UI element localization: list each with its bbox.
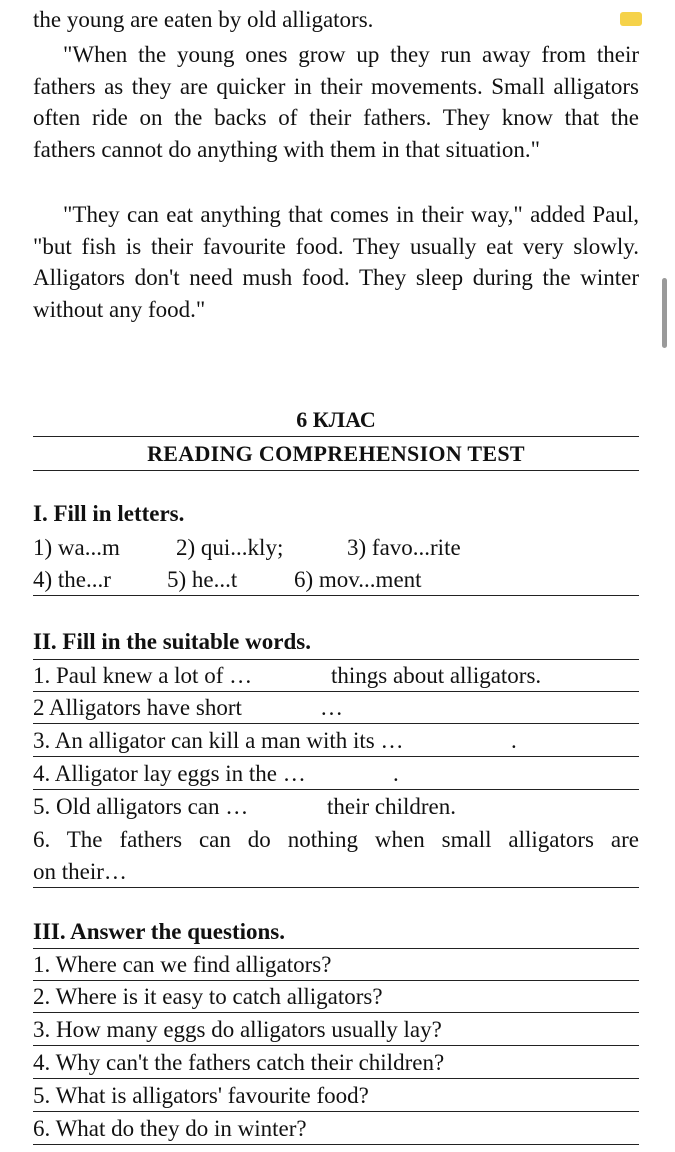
sentence-2-end: … [320, 695, 343, 720]
question-5: 5. What is alligators' favourite food? [33, 1080, 639, 1112]
story-paragraph-1: "When the young ones grow up they run away from their fathers as they are quicker in their movements. Small alligators often ride on the backs of their fathers. They know that the fathers cannot do anything with them in that situation." [33, 42, 639, 162]
sentence-row-1 [33, 659, 639, 692]
section-3-title: III. Answer the questions. [33, 919, 285, 944]
class-label: 6 КЛАС [296, 407, 376, 432]
story-top-line: the young are eaten by old alligators. [33, 7, 374, 32]
test-title: READING COMPREHENSION TEST [33, 436, 639, 471]
question-2: 2. Where is it easy to catch alligators? [33, 981, 639, 1013]
section-1-row-1 [33, 532, 639, 563]
sentence-5-end: their children. [327, 794, 457, 819]
story-paragraph-2: "They can eat anything that comes in their way," added Paul, "but fish is their favourite food. They usually eat very slowly. Alligators don't need mush food. They sleep during the winter without any food." [33, 202, 639, 322]
fill-item-2: 2) qui...kly; [176, 535, 284, 560]
sentence-row-6-line-1: 6. The fathers can do nothing when small alligators are [33, 827, 639, 852]
section-1-row-2 [33, 564, 639, 596]
section-2-title: II. Fill in the suitable words. [33, 629, 311, 654]
sentence-1-end: things about alligators. [331, 663, 542, 688]
question-6: 6. What do they do in winter? [33, 1113, 639, 1145]
question-1: 1. Where can we find alligators? [33, 948, 639, 981]
fill-item-4: 4) the...r [33, 567, 111, 592]
highlight-marker[interactable] [620, 12, 642, 26]
sentence-row-5 [33, 791, 639, 822]
section-1-title: I. Fill in letters. [33, 501, 185, 526]
sentence-4-end: . [393, 761, 399, 786]
sentence-row-2 [33, 692, 639, 724]
fill-item-5: 5) he...t [167, 567, 238, 592]
sentence-1-start: 1. Paul knew a lot of … [33, 663, 253, 688]
fill-item-6: 6) mov...ment [294, 567, 422, 592]
fill-item-1: 1) wa...m [33, 535, 120, 560]
sentence-4-start: 4. Alligator lay eggs in the … [33, 761, 306, 786]
sentence-3-end: . [511, 728, 517, 753]
question-4: 4. Why can't the fathers catch their children? [33, 1047, 639, 1079]
sentence-row-3 [33, 725, 639, 757]
sentence-row-4 [33, 758, 639, 790]
sentence-3-start: 3. An alligator can kill a man with its … [33, 728, 404, 753]
sentence-row-6-line-2: on their… [33, 856, 639, 888]
fill-item-3: 3) favo...rite [347, 535, 461, 560]
sentence-2-start: 2 Alligators have short [33, 695, 242, 720]
question-3: 3. How many eggs do alligators usually lay? [33, 1014, 639, 1046]
scrollbar-thumb[interactable] [662, 278, 667, 348]
sentence-5-start: 5. Old alligators can … [33, 794, 249, 819]
